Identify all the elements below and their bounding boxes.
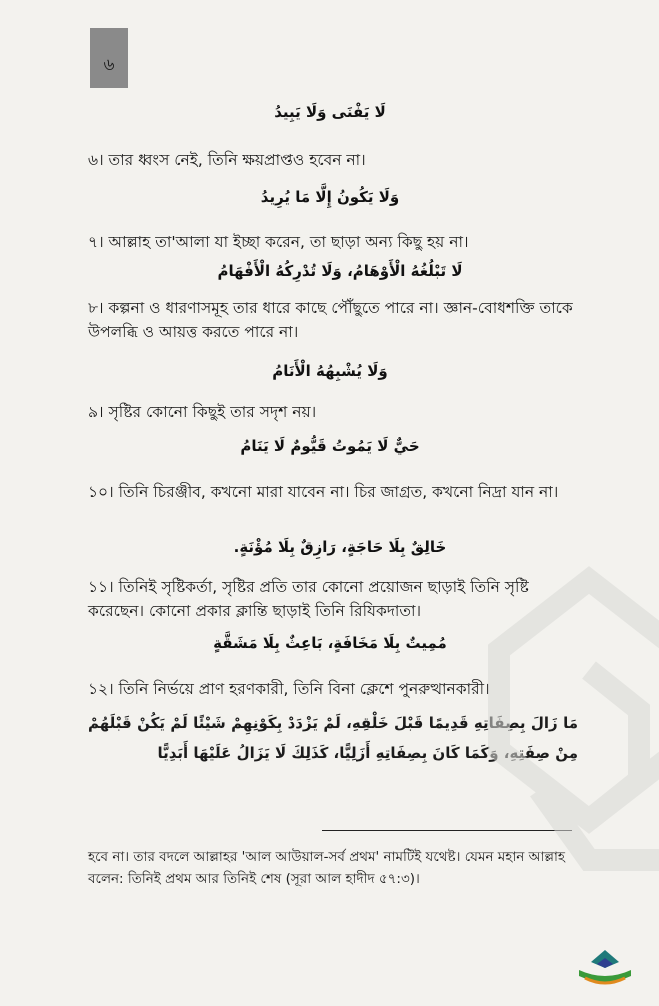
bangla-text-12: ১২। তিনি নির্ভয়ে প্রাণ হরণকারী, তিনি বিনা ক্লেশে পুনরুত্থানকারী। — [88, 680, 490, 698]
arabic-text-11: خَالِقٌ بِلَا حَاجَةٍ، رَازِقٌ بِلَا مُؤْنَةٍ. — [233, 538, 447, 556]
page-number-tab — [90, 28, 128, 88]
arabic-text-12: مُمِيتٌ بِلَا مَخَافَةٍ، بَاعِثٌ بِلَا مَشَقَّةٍ — [213, 634, 447, 652]
watermark-ornament-icon — [479, 560, 659, 900]
page-number: ৬ — [103, 55, 115, 75]
bangla-text-9: ৯। সৃষ্টির কোনো কিছুই তার সদৃশ নয়। — [88, 403, 317, 421]
arabic-text-8: لَا تَبْلُغُهُ الْأَوْهَامُ، وَلَا تُدْرِكُهُ الْأَفْهَامُ — [217, 262, 463, 280]
bangla-text-8: ৮। কল্পনা ও ধারণাসমূহ তার ধারে কাছে পৌঁছুতে পারে না। জ্ঞান-বোধশক্তি তাকে উপলব্ধি ও আয়ত্ত করতে পারে না। — [88, 299, 573, 341]
arabic-text-10: حَيٌّ لَا يَمُوتُ قَيُّومٌ لَا يَنَامُ — [240, 437, 420, 455]
bangla-text-10: ১০। তিনি চিরঞ্জীব, কখনো মারা যাবেন না। চির জাগ্রত, কখনো নিদ্রা যান না। — [88, 483, 559, 501]
bangla-text-6: ৬। তার ধ্বংস নেই, তিনি ক্ষয়প্রাপ্তও হবেন না। — [88, 151, 366, 169]
bangla-text-11: ১১। তিনিই সৃষ্টিকর্তা, সৃষ্টির প্রতি তার কোনো প্রয়োজন ছাড়াই তিনি সৃষ্টি করেছেন। কোনো প্রকার ক্লান্তি ছাড়াই তিনি রিযিকদাতা। — [88, 578, 529, 620]
arabic-text-7: وَلَا يَكُونُ إِلَّا مَا يُرِيدُ — [260, 188, 400, 206]
arabic-text-9: وَلَا يُشْبِهُهُ الْأَنَامُ — [272, 362, 388, 380]
arabic-text-6: لَا يَفْنَى وَلَا يَبِيدُ — [274, 103, 386, 121]
closing-arabic-paragraph: مَا زَالَ بِصِفَاتِهِ قَدِيمًا قَبْلَ خَلْقِهِ، لَمْ يَزْدَدْ بِكَوْنِهِمْ شَيْئًا لَمْ يَكُنْ قَبْلَهُمْ مِنْ صِفَتِهِ، وَكَمَا كَانَ بِصِفَاتِهِ أَزَلِيًّا، كَذَلِكَ لَا يَزَالُ عَلَيْهَا أَبَدِيًّا — [88, 714, 578, 762]
bangla-text-7: ৭। আল্লাহ তা'আলা যা ইচ্ছা করেন, তা ছাড়া অন্য কিছু হয় না। — [88, 233, 469, 251]
publisher-logo-icon — [575, 948, 635, 990]
footnote-text: হবে না। তার বদলে আল্লাহর 'আল আউয়াল-সর্ব প্রথম' নামটিই যথেষ্ট। যেমন মহান আল্লাহ বলেন: তিনিই প্রথম আর তিনিই শেষ (সূরা আল হাদীদ ৫৭:৩)। — [88, 849, 566, 887]
